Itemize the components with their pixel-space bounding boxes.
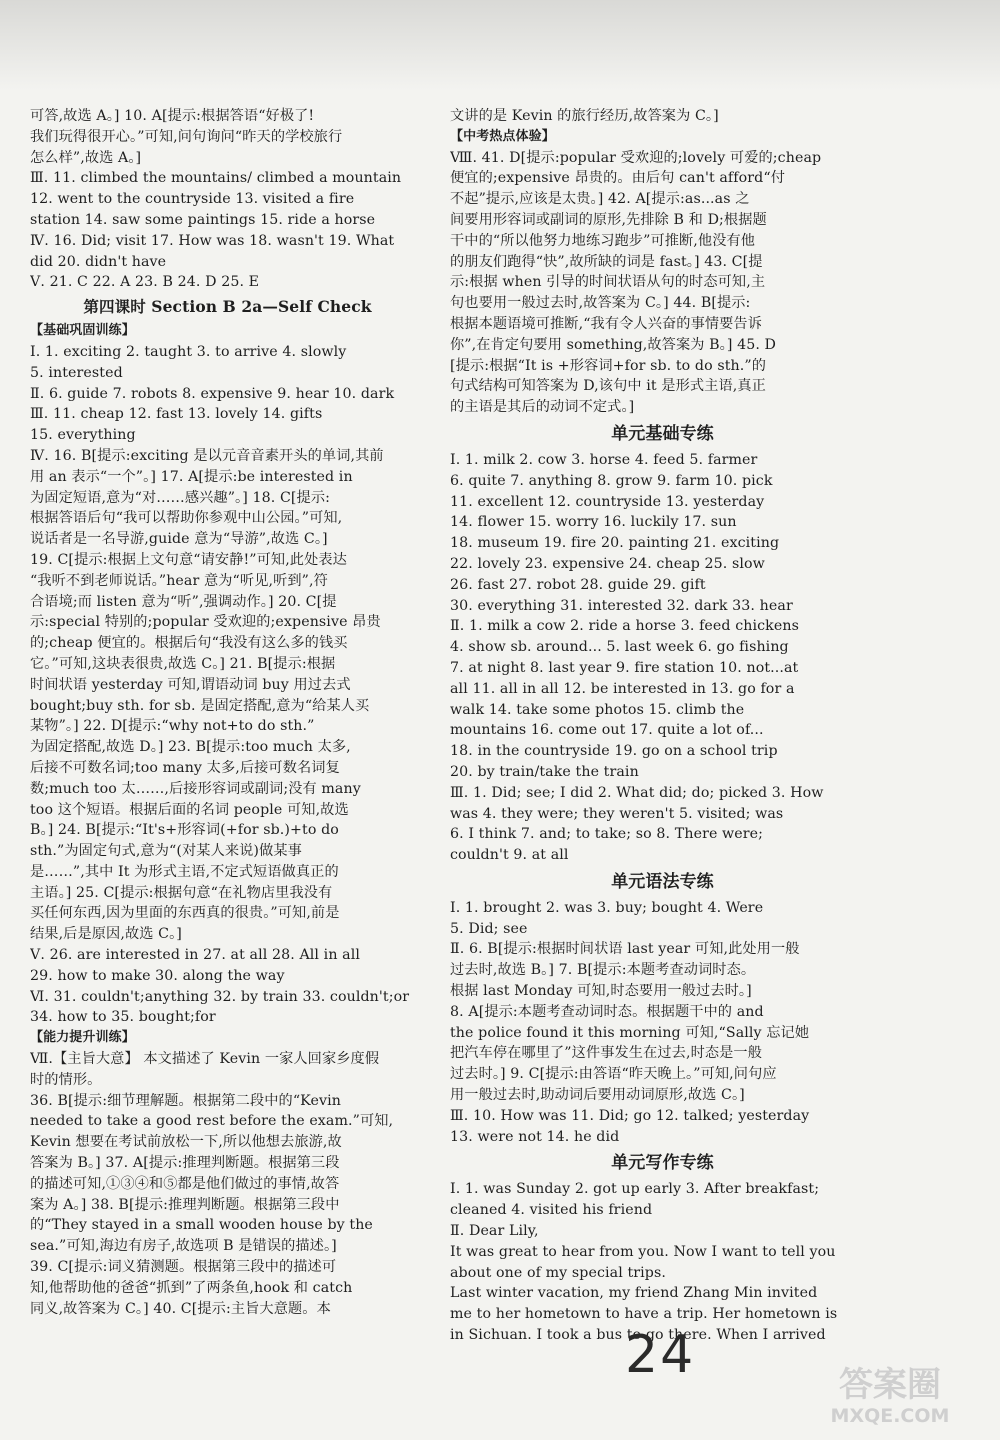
answer-line: 某物”。] 22. D[提示:“why not+to do sth.”	[30, 718, 315, 735]
answer-line: was 4. they were; they weren't 5. visited; was	[450, 805, 784, 822]
answer-line: 为固定搭配,故选 D。] 23. B[提示:too much 太多,	[30, 739, 351, 756]
answer-line: 主语。] 25. C[提示:根据句意“在礼物店里我没有	[30, 884, 333, 901]
answer-line: couldn't 9. at all	[450, 847, 569, 864]
answer-line: Ⅰ. 1. milk 2. cow 3. horse 4. feed 5. farmer	[450, 451, 758, 468]
answer-line: 是……”,其中 It 为形式主语,不定式短语做真正的	[30, 863, 339, 880]
answer-line: 6. quite 7. anything 8. grow 9. farm 10. pick	[450, 472, 773, 489]
answer-line: 文讲的是 Kevin 的旅行经历,故答案为 C。]	[450, 108, 719, 124]
answer-line: station 14. saw some paintings 15. ride a horse	[30, 211, 376, 228]
answer-line: Ⅲ. 1. Did; see; I did 2. What did; do; picked 3. How	[450, 784, 824, 801]
answer-line: 不起”提示,应该是太贵。] 42. A[提示:as...as 之	[450, 191, 750, 208]
answer-line: 你”,在肯定句要用 something,故答案为 B。] 45. D	[450, 336, 777, 353]
answer-line: Ⅲ. 11. cheap 12. fast 13. lovely 14. gifts	[30, 406, 323, 423]
answer-line: “我听不到老师说话。”hear 意为“听见,听到”,符	[30, 572, 328, 589]
answer-line: 根据本题语境可推断,“我有令人兴奋的事情要告诉	[450, 315, 763, 332]
answer-line: 的“They stayed in a small wooden house by the	[30, 1217, 373, 1234]
answer-line: Ⅱ. 1. milk a cow 2. ride a horse 3. feed chickens	[450, 618, 799, 635]
answer-line: [提示:根据“It is +形容词+for sb. to do sth.”的	[450, 357, 767, 374]
answer-line: about one of my special trips.	[450, 1264, 666, 1281]
answer-line: 18. museum 19. fire 20. painting 21. exciting	[450, 535, 780, 552]
answer-line: 句式结构可知答案为 D,该句中 it 是形式主语,真正	[450, 378, 766, 395]
answer-line: 句也要用一般过去时,故答案为 C。] 44. B[提示:	[450, 295, 751, 312]
section-heading: 单元基础专练	[611, 423, 714, 444]
section-tag: 【基础巩固训练】	[30, 323, 135, 339]
answer-line: 20. by train/take the train	[450, 763, 639, 780]
answer-line: 14. flower 15. worry 16. luckily 17. sun	[450, 514, 737, 531]
answer-line: 结果,后是原因,故选 C。]	[30, 926, 182, 943]
answer-line: 4. show sb. around... 5. last week 6. go fishing	[450, 639, 789, 656]
answer-line: 19. C[提示:根据上文句意“请安静!”可知,此处表达	[30, 551, 347, 568]
answer-line: B。] 24. B[提示:“It's+形容词(+for sb.)+to do	[30, 822, 339, 839]
answer-line: 根据答语后句“我可以帮助你参观中山公园。”可知,	[30, 510, 343, 527]
answer-line: sth.”为固定句式,意为“(对某人来说)做某事	[30, 843, 302, 860]
answer-line: Ⅳ. 16. B[提示:exciting 是以元音音素开头的单词,其前	[30, 447, 384, 464]
answer-line: 8. A[提示:本题考查动词时态。根据题干中的 and	[450, 1003, 764, 1020]
lesson-title: 第四课时 Section B 2a—Self Check	[83, 297, 372, 317]
section-heading: 单元写作专练	[611, 1153, 714, 1174]
answer-line: Ⅴ. 26. are interested in 27. at all 28. All in all	[30, 947, 360, 964]
answer-line: Ⅲ. 11. climbed the mountains/ climbed a mountain	[30, 170, 402, 187]
answer-line: 后接不可数名词;too many 太多,后接可数名词复	[30, 759, 340, 776]
answer-line: Ⅰ. 1. was Sunday 2. got up early 3. After breakfast;	[450, 1181, 820, 1198]
answer-line: 用 an 表示“一个”。] 17. A[提示:be interested in	[30, 468, 353, 485]
answer-line: Ⅱ. Dear Lily,	[450, 1223, 539, 1240]
answer-line: cleaned 4. visited his friend	[450, 1202, 653, 1219]
answer-line: Kevin 想要在考试前放松一下,所以他想去旅游,故	[30, 1134, 342, 1151]
answer-line: the police found it this morning 可知,“Sally 忘记她	[450, 1024, 810, 1041]
answer-line: 示:根据 when 引导的时间状语从句的时态可知,主	[450, 274, 766, 291]
answer-line: me to her hometown to have a trip. Her hometown is	[450, 1306, 838, 1323]
answer-line: 39. C[提示:词义猜测题。根据第三段中的描述可	[30, 1259, 337, 1276]
page-number: 24	[625, 1325, 696, 1385]
answer-line: Last winter vacation, my friend Zhang Min invited	[450, 1285, 818, 1302]
answer-line: Ⅲ. 10. How was 11. Did; go 12. talked; yesterday	[450, 1107, 810, 1124]
right-answer-column	[450, 106, 875, 1346]
answer-line: 7. at night 8. last year 9. fire station 10. not...at	[450, 659, 799, 676]
answer-line: 数;much too 太……,后接形容词或副词;没有 many	[30, 780, 361, 797]
watermark-url: MXQE.COM	[830, 1405, 950, 1427]
answer-line: 它。”可知,这块表很贵,故选 C。] 21. B[提示:根据	[30, 655, 336, 672]
answer-line: 30. everything 31. interested 32. dark 33. hear	[450, 597, 793, 614]
answer-line: 说话者是一名导游,guide 意为“导游”,故选 C。]	[30, 531, 328, 548]
answer-line: 知,他帮助他的爸爸“抓到”了两条鱼,hook 和 catch	[30, 1279, 353, 1296]
answer-line: 11. excellent 12. countryside 13. yesterday	[450, 493, 765, 510]
watermark-logo	[795, 1365, 985, 1430]
answer-line: 怎么样”,故选 A。]	[30, 149, 142, 166]
answer-line: 的主语是其后的动词不定式。]	[450, 399, 635, 416]
answer-line: in Sichuan. I took a bus to go there. When I arrived	[450, 1327, 826, 1344]
answer-line: 过去时,故选 B。] 7. B[提示:本题考查动词时态。	[450, 962, 756, 979]
answer-line: Ⅵ. 31. couldn't;anything 32. by train 33. couldn't;or	[30, 988, 410, 1005]
answer-line: bought;buy sth. for sb. 是固定搭配,意为“给某人买	[30, 697, 370, 714]
answer-line: 13. were not 14. he did	[450, 1128, 620, 1145]
answer-line: 22. lovely 23. expensive 24. cheap 25. slow	[450, 555, 765, 572]
answer-line: Ⅰ. 1. brought 2. was 3. buy; bought 4. Were	[450, 899, 764, 916]
left-answer-column	[30, 106, 425, 1319]
answer-line: did 20. didn't have	[30, 253, 167, 270]
answer-line: 26. fast 27. robot 28. guide 29. gift	[450, 576, 706, 593]
answer-line: 18. in the countryside 19. go on a school trip	[450, 743, 778, 760]
answer-line: 可答,故选 A。] 10. A[提示:根据答语“好极了!	[30, 108, 315, 124]
answer-line: Ⅴ. 21. C 22. A 23. B 24. D 25. E	[30, 274, 260, 291]
answer-line: 时的情形。	[30, 1071, 102, 1088]
answer-line: 我们玩得很开心。”可知,问句询问“昨天的学校旅行	[30, 128, 343, 145]
answer-line: 为固定短语,意为“对……感兴趣”。] 18. C[提示:	[30, 489, 331, 506]
answer-line: Ⅷ. 41. D[提示:popular 受欢迎的;lovely 可爱的;cheap	[450, 149, 822, 166]
answer-line: It was great to hear from you. Now I want to tell you	[450, 1243, 836, 1260]
scan-shadow	[0, 0, 1000, 90]
answer-line: 过去时。] 9. C[提示:由答语“昨天晚上。”可知,问句应	[450, 1066, 777, 1083]
answer-line: 干中的“所以他努力地练习跑步”可推断,他没有他	[450, 232, 756, 249]
answer-line: 6. I think 7. and; to take; so 8. There were;	[450, 826, 764, 843]
answer-line: 12. went to the countryside 13. visited a fire	[30, 191, 355, 208]
answer-line: Ⅱ. 6. guide 7. robots 8. expensive 9. hear 10. dark	[30, 385, 395, 402]
answer-line: 同义,故答案为 C。] 40. C[提示:主旨大意题。本	[30, 1300, 331, 1317]
answer-line: 案为 A。] 38. B[提示:推理判断题。根据第三段中	[30, 1196, 340, 1213]
answer-line: needed to take a good rest before the exam.”可知,	[30, 1113, 394, 1130]
section-tag: 【能力提升训练】	[30, 1030, 135, 1046]
answer-line: Ⅶ.【主旨大意】 本文描述了 Kevin 一家人回家乡度假	[30, 1051, 380, 1068]
section-tag: 【中考热点体验】	[450, 128, 555, 144]
answer-line: 15. everything	[30, 427, 136, 444]
answer-line: too 这个短语。根据后面的名词 people 可知,故选	[30, 801, 349, 818]
answer-line: 合语境;而 listen 意为“听”,强调动作。] 20. C[提	[30, 593, 337, 610]
answer-line: 答案为 B。] 37. A[提示:推理判断题。根据第三段	[30, 1155, 340, 1172]
answer-line: Ⅰ. 1. exciting 2. taught 3. to arrive 4. slowly	[30, 343, 347, 360]
answer-line: 把汽车停在哪里了”这件事发生在过去,时态是一般	[450, 1045, 763, 1062]
answer-line: 用一般过去时,助动词后要用动词原形,故选 C。]	[450, 1087, 745, 1104]
answer-line: walk 14. take some photos 15. climb the	[450, 701, 745, 718]
answer-line: 根据 last Monday 可知,时态要用一般过去时。]	[450, 983, 752, 1000]
answer-line: mountains 16. come out 17. quite a lot of...	[450, 722, 764, 739]
answer-line: Ⅳ. 16. Did; visit 17. How was 18. wasn't 19. What	[30, 232, 395, 249]
answer-line: Ⅱ. 6. B[提示:根据时间状语 last year 可知,此处用一般	[450, 941, 800, 958]
answer-line: 29. how to make 30. along the way	[30, 967, 285, 984]
answer-line: 5. interested	[30, 364, 123, 381]
answer-line: 买任何东西,因为里面的东西真的很贵。”可知,前是	[30, 905, 340, 922]
answer-line: 的描述可知,①③④和⑤都是他们做过的事情,故答	[30, 1175, 340, 1192]
section-heading: 单元语法专练	[611, 871, 714, 892]
answer-line: 36. B[提示:细节理解题。根据第二段中的“Kevin	[30, 1092, 341, 1109]
answer-line: 示:special 特别的;popular 受欢迎的;expensive 昂贵	[30, 614, 381, 631]
answer-line: 间要用形容词或副词的原形,先排除 B 和 D;根据题	[450, 211, 767, 228]
watermark-title: 答案圈	[839, 1365, 941, 1405]
answer-line: 时间状语 yesterday 可知,谓语动词 buy 用过去式	[30, 676, 351, 693]
answer-line: 的;cheap 便宜的。根据后句“我没有这么多的钱买	[30, 635, 348, 652]
answer-line: all 11. all in all 12. be interested in 13. go for a	[450, 680, 795, 697]
answer-line: sea.”可知,海边有房子,故选项 B 是错误的描述。]	[30, 1238, 337, 1255]
answer-line: 5. Did; see	[450, 920, 528, 937]
answer-line: 34. how to 35. bought;for	[30, 1009, 216, 1026]
answer-line: 便宜的;expensive 昂贵的。由后句 can't afford“付	[450, 170, 785, 187]
answer-line: 的朋友们跑得“快”,故所缺的词是 fast。] 43. C[提	[450, 253, 763, 270]
